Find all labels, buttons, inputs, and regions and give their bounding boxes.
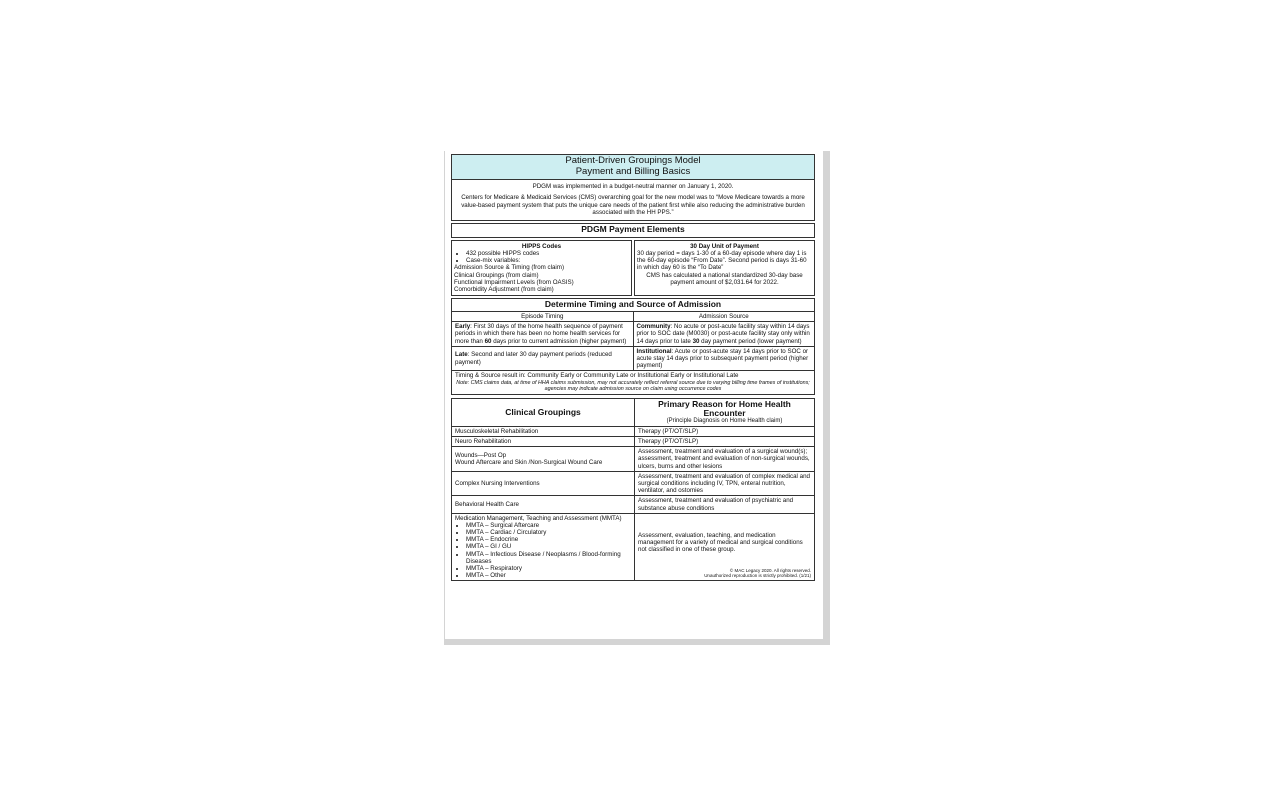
case-mix-variables xyxy=(454,264,629,293)
table-row xyxy=(452,426,814,436)
grouping-reason: Therapy (PT/OT/SLP) xyxy=(635,426,815,436)
unit-note: CMS has calculated a national standardized 30-day base payment amount of $2,031.64 for 2022. xyxy=(646,271,803,286)
intro-section xyxy=(451,180,815,221)
hipps-bullet: • Case-mix variables: xyxy=(466,257,629,264)
early-days: 60 xyxy=(484,337,492,345)
hipps-bullets xyxy=(454,250,629,264)
copyright-line: © MAC Legacy 2020. All rights reserved. xyxy=(729,567,811,573)
timing-note: Note: CMS claims data, at time of HHA claims submission, may not accurately reflect referral source due to varying billing time frames of institutions; agencies may indicate admission source on claim using occurrence codes xyxy=(456,379,810,392)
timing-source-section xyxy=(451,298,815,395)
grouping-name: Neuro Rehabilitation xyxy=(452,437,635,447)
grouping-reason: Assessment, treatment and evaluation of psychiatric and substance abuse conditions xyxy=(635,496,815,513)
payment-elements-header: PDGM Payment Elements xyxy=(451,223,815,238)
title-line-1: Patient-Driven Groupings Model xyxy=(565,155,701,166)
mmta-list xyxy=(455,522,631,580)
title-line-2: Payment and Billing Basics xyxy=(575,165,691,177)
col-admission-source: Admission Source xyxy=(633,312,814,322)
early-label: Early xyxy=(455,323,471,331)
clinical-groupings-header: Clinical Groupings xyxy=(452,399,635,426)
hipps-codes-box xyxy=(451,240,632,296)
late-text: : Second and later 30 day payment periods (reduced payment) xyxy=(455,351,612,366)
table-row xyxy=(452,437,814,447)
grouping-name: Complex Nursing Interventions xyxy=(452,471,635,496)
grouping-reason: Assessment, treatment and evaluation of a surgical wound(s); assessment, treatment and evaluation of non-surgical wounds, ulcers, burns and other lesions xyxy=(635,447,815,472)
institutional-text: : Acute or post-acute stay 14 days prior to SOC or acute stay 14 days prior to subsequent payment period (higher payment) xyxy=(636,347,809,370)
mmta-item: • MMTA – Other xyxy=(466,572,631,579)
community-tail: day payment period (lower payment) xyxy=(699,337,802,345)
community-cell xyxy=(633,322,814,347)
early-text: : First 30 days of the home health sequence of payment periods in which there has been no home health services for more than xyxy=(455,323,623,345)
community-label: Community xyxy=(636,323,671,331)
copyright-line: Unauthorized reproduction is strictly prohibited. (1/21) xyxy=(704,572,811,578)
unit-body: 30 day period = days 1-30 of a 60-day episode where day 1 is the 60-day episode “From Date”. Second period is days 31-60 in which day 60 is the “To Date” xyxy=(637,250,807,272)
table-row xyxy=(452,471,814,496)
grouping-name-line: Wounds—Post Op xyxy=(455,451,507,459)
clinical-groupings-section xyxy=(451,398,815,581)
grouping-name: Musculoskeletal Rehabilitation xyxy=(452,426,635,436)
grouping-reason: Assessment, treatment and evaluation of complex medical and surgical conditions including IV, TPN, enteral nutrition, ventilator, and ostomies xyxy=(635,471,815,496)
grouping-reason: Therapy (PT/OT/SLP) xyxy=(635,437,815,447)
community-text: : No acute or post-acute facility stay within 14 days prior to SOC date (M0030) or post-acute facility stay only within 14 days prior to late xyxy=(636,323,810,345)
timing-header: Determine Timing and Source of Admission xyxy=(452,299,814,312)
institutional-cell xyxy=(633,346,814,370)
grouping-name-line: Wound Aftercare and Skin /Non-Surgical Wound Care xyxy=(455,459,603,467)
mmta-reason: Assessment, evaluation, teaching, and medication management for a variety of medical and surgical conditions not classified in one of these group. xyxy=(638,532,803,554)
case-mix-line: Admission Source & Timing (from claim) xyxy=(454,264,565,272)
grouping-name: Behavioral Health Care xyxy=(452,496,635,513)
timing-footer xyxy=(452,370,814,394)
timing-result-line: Timing & Source result in: Community Early or Community Late or Institutional Early or Institutional Late xyxy=(455,372,739,380)
pdgm-document xyxy=(451,154,815,581)
late-label: Late xyxy=(455,351,468,359)
table-row xyxy=(452,513,814,580)
mmta-item: • MMTA – Surgical Aftercare xyxy=(466,522,631,529)
unit-title: 30 Day Unit of Payment xyxy=(690,242,759,250)
institutional-label: Institutional xyxy=(636,347,672,355)
early-tail: days prior to current admission (higher payment) xyxy=(491,337,627,345)
intro-paragraph-1: PDGM was implemented in a budget-neutral manner on January 1, 2020. xyxy=(532,183,734,191)
early-cell xyxy=(452,322,633,347)
grouping-name xyxy=(452,447,635,472)
mmta-item: • MMTA – Endocrine xyxy=(466,536,631,543)
hipps-title: HIPPS Codes xyxy=(521,242,562,250)
mmta-cell xyxy=(452,513,635,580)
case-mix-line: Functional Impairment Levels (from OASIS) xyxy=(454,278,574,286)
late-cell xyxy=(452,346,633,370)
copyright-notice xyxy=(638,568,811,578)
mmta-item: • MMTA – GI / GU xyxy=(466,543,631,550)
unit-of-payment-box xyxy=(634,240,815,296)
mmta-item: • MMTA – Cardiac / Circulatory xyxy=(466,529,631,536)
col-episode-timing: Episode Timing xyxy=(452,312,633,322)
table-row xyxy=(452,399,814,426)
case-mix-line: Clinical Groupings (from claim) xyxy=(454,271,539,279)
primary-reason-header xyxy=(635,399,815,426)
timing-table xyxy=(452,312,814,370)
table-row xyxy=(452,312,814,322)
case-mix-line: Comorbidity Adjustment (from claim) xyxy=(454,285,554,293)
mmta-reason-cell xyxy=(635,513,815,580)
table-row xyxy=(452,346,814,370)
document-page xyxy=(445,150,823,639)
mmta-item: • MMTA – Infectious Disease / Neoplasms / Blood-forming Diseases xyxy=(466,551,631,565)
clinical-groupings-table xyxy=(452,399,814,580)
intro-paragraph-2: Centers for Medicare & Medicaid Services (CMS) overarching goal for the new model was to “Move Medicare towards a more value-based payment system that puts the unique care needs of the patient first while also reducing the administrative burden associated with the HH PPS.” xyxy=(461,194,805,216)
primary-reason-title: Primary Reason for Home Health Encounter xyxy=(658,399,791,418)
payment-elements xyxy=(451,240,815,296)
table-row xyxy=(452,322,814,347)
mmta-item: • MMTA – Respiratory xyxy=(466,565,631,572)
table-row xyxy=(452,496,814,513)
hipps-bullet: • 432 possible HIPPS codes xyxy=(466,250,629,257)
mmta-title: Medication Management, Teaching and Assessment (MMTA) xyxy=(455,514,622,522)
community-days: 30 xyxy=(692,337,700,345)
table-row xyxy=(452,447,814,472)
document-title xyxy=(451,154,815,180)
primary-reason-subtitle: (Principle Diagnosis on Home Health claim) xyxy=(666,417,783,424)
